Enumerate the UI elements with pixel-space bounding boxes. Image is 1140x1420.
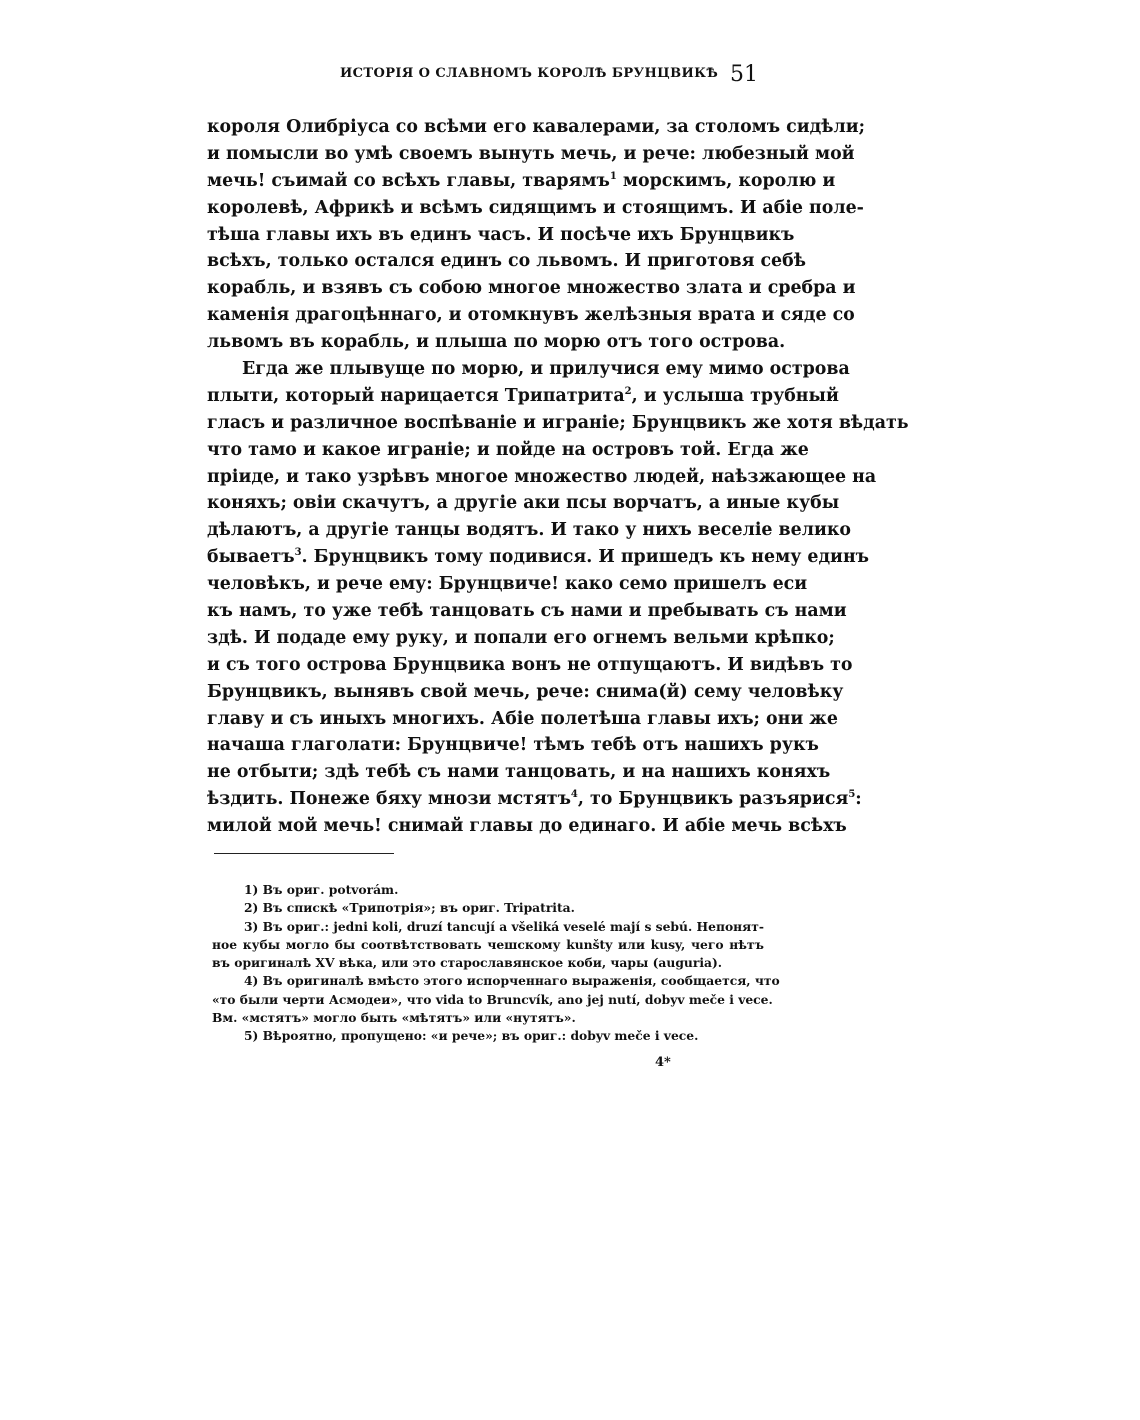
text-line: ѣздить. Понеже бяху мнози мстятъ$^4$, то Брунцвикъ разъярися$^5$:	[207, 789, 862, 810]
text-line: здѣ. И подаде ему руку, и попали его огнемъ вельми крѣпко;	[207, 627, 835, 648]
footnote-separator	[214, 853, 394, 854]
footnote-4: 4) Въ оригиналѣ вмѣсто этого испорченнаго выраженія, сообщается, что	[244, 973, 780, 989]
footnote-1: 1) Въ ориг. potvorám.	[244, 882, 399, 897]
text-line: тѣша главы ихъ въ единъ часъ. И посѣче ихъ Брунцвикъ	[207, 224, 795, 245]
footnotes	[212, 881, 780, 1046]
footnote-4-cont: «то были черти Асмодеи», что vida to Bruncvík, ano jej nutí, dobyv meče i vece.	[212, 991, 773, 1007]
text-line: и съ того острова Брунцвика вонъ не отпущаютъ. И видѣвъ то	[207, 654, 853, 675]
text-line: милой мой мечь! снимай главы до единаго. И абіе мечь всѣхъ	[207, 816, 847, 837]
text-line: пріиде, и тако узрѣвъ многое множество людей, наѣзжающее на	[207, 466, 877, 487]
text-line: главу и съ иныхъ многихъ. Абіе полетѣша главы ихъ; они же	[207, 708, 838, 729]
text-line: гласъ и различное воспѣваніе и играніе; Брунцвикъ же хотя вѣдать	[207, 412, 909, 433]
footnote-5: 5) Вѣроятно, пропущено: «и рече»; въ ориг.: dobyv meče i vece.	[244, 1028, 699, 1044]
text-line: короля Олибріуса со всѣми его кавалерами, за столомъ сидѣли;	[207, 117, 866, 137]
text-line: королевѣ, Африкѣ и всѣмъ сидящимъ и стоящимъ. И абіе поле-	[207, 197, 864, 218]
text-line: мечь! съимай со всѣхъ главы, тварямъ$^1$ морскимъ, королю и	[207, 170, 836, 191]
text-line: и помысли во умѣ своемъ вынуть мечь, и рече: любезный мой	[207, 143, 855, 164]
footnote-4-cont: Вм. «мстятъ» могло быть «мѣтятъ» или «нутятъ».	[212, 1010, 576, 1026]
running-title: ИСТОРІЯ О СЛАВНОМЪ КОРОЛѢ БРУНЦВИКѢ	[340, 66, 719, 81]
text-line: коняхъ; овіи скачутъ, а другіе аки псы ворчатъ, а иные кубы	[207, 493, 840, 514]
footnote-3-cont: ное кубы могло бы соотвѣтствовать чешскому kunšty или kusy, чего нѣтъ	[212, 936, 764, 952]
footnote-ref-2: 2	[624, 385, 632, 397]
page-number: 51	[730, 62, 758, 87]
footnote-3-cont: въ оригиналѣ XV вѣка, или это старославянское коби, чары (auguria).	[212, 955, 723, 971]
text-line: человѣкъ, и рече ему: Брунцвиче! како семо пришелъ еси	[207, 574, 808, 595]
footnote-ref-5: 5	[848, 789, 856, 801]
text-line: къ намъ, то уже тебѣ танцовать съ нами и пребывать съ нами	[207, 601, 847, 622]
text-line: Егда же плывуще по морю, и прилучися ему мимо острова	[242, 359, 850, 380]
signature-mark: 4*	[655, 1055, 671, 1070]
text-line: не отбыти; здѣ тебѣ съ нами танцовать, и на нашихъ коняхъ	[207, 762, 831, 783]
text-line: что тамо и какое играніе; и пойде на островъ той. Егда же	[207, 439, 809, 460]
footnote-ref-3: 3	[294, 547, 302, 559]
text-line: каменія драгоцѣннаго, и отомкнувъ желѣзныя врата и сяде со	[207, 305, 855, 326]
text-line: дѣлаютъ, а другіе танцы водятъ. И тако у нихъ веселіе велико	[207, 520, 852, 541]
footnote-ref-4: 4	[570, 789, 578, 801]
text-line: начаша глаголати: Брунцвиче! тѣмъ тебѣ отъ нашихъ рукъ	[207, 735, 819, 756]
text-line: Брунцвикъ, вынявъ свой мечь, рече: снима(й) сему человѣку	[207, 681, 844, 702]
footnote-2: 2) Въ спискѣ «Трипотрія»; въ ориг. Tripatrita.	[244, 900, 575, 916]
text-line: львомъ въ корабль, и плыша по морю отъ того острова.	[207, 332, 786, 353]
main-text	[207, 114, 909, 840]
footnote-3: 3) Въ ориг.: jedni koli, druzí tancují a všeliká veselé mají s sebú. Непонят-	[244, 918, 764, 934]
footnote-ref-1: 1	[609, 170, 617, 182]
text-line: бываетъ$^3$. Брунцвикъ тому подивися. И пришедъ къ нему единъ	[207, 547, 870, 568]
text-line: всѣхъ, только остался единъ со львомъ. И приготовя себѣ	[207, 251, 806, 272]
text-line: плыти, который нарицается Трипатрита$^2$, и услыша трубный	[207, 385, 839, 406]
text-line: корабль, и взявъ съ собою многое множество злата и сребра и	[207, 278, 856, 299]
